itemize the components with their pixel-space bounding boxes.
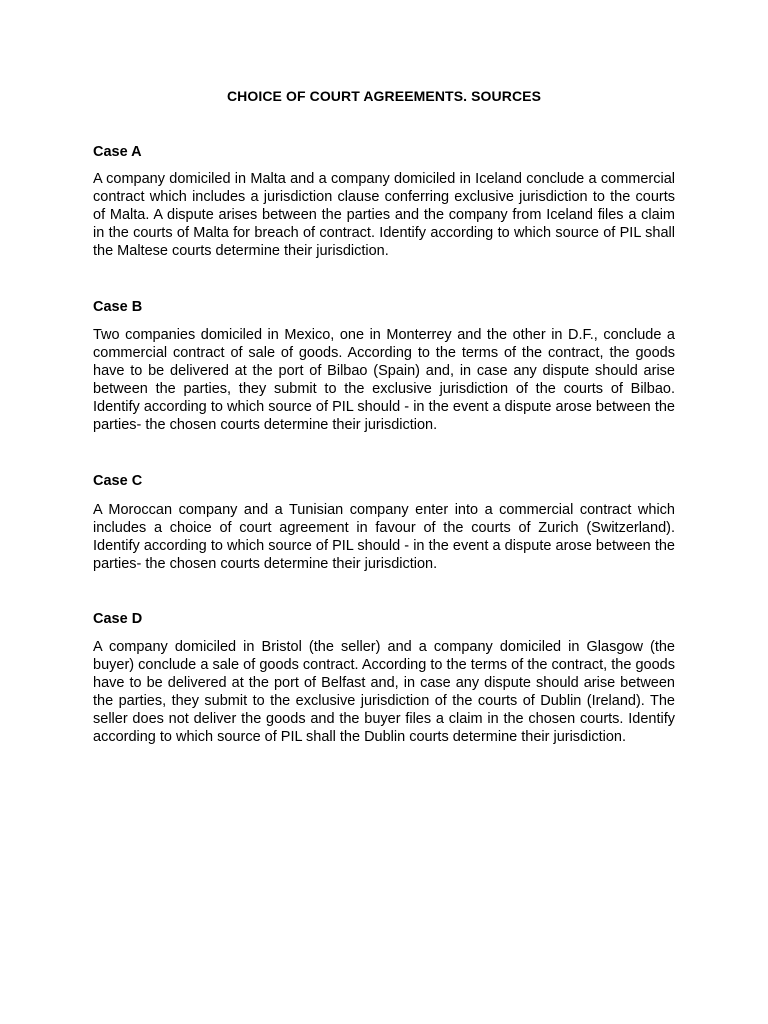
- case-b-heading: Case B: [93, 299, 143, 315]
- case-d-text: A company domiciled in Bristol (the seller) and a company domiciled in Glasgow (the buyer) conclude a sale of goods contract. According to the terms of the contract, the goods have to be delivered at the port of Belfast and, in case any dispute should arise between the parties, they submit to the exclusive jurisdiction of the courts of Dublin (Ireland). The seller does not deliver the goods and the buyer files a claim in the chosen courts. Identify according to which source of PIL shall the Dublin courts determine their jurisdiction.: [93, 639, 675, 746]
- case-a-text: A company domiciled in Malta and a company domiciled in Iceland conclude a commercial contract which includes a jurisdiction clause conferring exclusive jurisdiction to the courts of Malta. A dispute arises between the parties and the company from Iceland files a claim in the courts of Malta for breach of contract. Identify according to which source of PIL shall the Maltese courts determine their jurisdiction.: [93, 171, 675, 260]
- case-b-text: Two companies domiciled in Mexico, one in Monterrey and the other in D.F., conclude a commercial contract of sale of goods. According to the terms of the contract, the goods have to be delivered at the port of Bilbao (Spain) and, in case any dispute should arise between the parties, they submit to the exclusive jurisdiction of the courts of Bilbao. Identify according to which source of PIL should - in the event a dispute arose between the parties- the chosen courts determine their jurisdiction.: [93, 327, 675, 434]
- case-d-heading: Case D: [93, 611, 143, 627]
- case-a-heading: Case A: [93, 144, 142, 160]
- document-title: CHOICE OF COURT AGREEMENTS. SOURCES: [226, 88, 542, 104]
- case-c-text: A Moroccan company and a Tunisian company enter into a commercial contract which includes a choice of court agreement in favour of the courts of Zurich (Switzerland). Identify according to which source of PIL should - in the event a dispute arose between the parties- the chosen courts determine their jurisdiction.: [93, 502, 675, 573]
- case-c-heading: Case C: [93, 473, 143, 489]
